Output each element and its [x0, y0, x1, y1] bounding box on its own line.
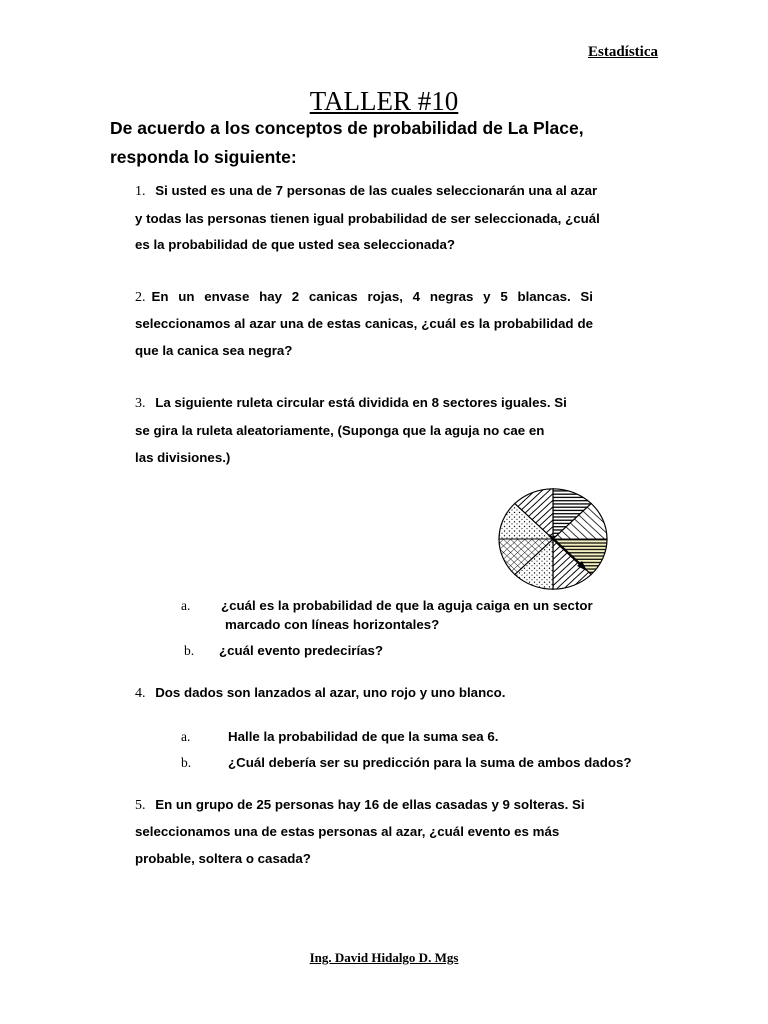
question-1-number: 1. — [135, 184, 146, 199]
question-3a-line-1: ¿cuál es la probabilidad de que la aguja caiga en un sector — [221, 598, 593, 613]
question-4b-text: ¿Cuál debería ser su predicción para la suma de ambos dados? — [228, 755, 632, 770]
question-1-line-3: es la probabilidad de que usted sea seleccionada? — [135, 237, 455, 252]
subject-header: Estadística — [587, 44, 658, 60]
question-3b-letter: b. — [184, 643, 195, 658]
question-4a-text: Halle la probabilidad de que la suma sea 6. — [228, 729, 499, 744]
question-4b-letter: b. — [181, 755, 192, 770]
question-3-line-1: 3. La siguiente ruleta circular está dividida en 8 sectores iguales. Si — [135, 395, 567, 411]
intro-line-2: responda lo siguiente: — [110, 147, 297, 167]
question-2-line-3: que la canica sea negra? — [135, 343, 293, 358]
question-3b-text: ¿cuál evento predecirías? — [219, 643, 384, 658]
intro-line-1: De acuerdo a los conceptos de probabilidad de La Place, — [110, 118, 584, 138]
question-1-line-2: y todas las personas tienen igual probabilidad de ser seleccionada, ¿cuál — [135, 211, 600, 226]
question-5-number: 5. — [135, 798, 146, 813]
question-2-line-2: seleccionamos al azar una de estas canicas, ¿cuál es la probabilidad de — [135, 316, 593, 331]
question-5-line-1: 5. En un grupo de 25 personas hay 16 de ellas casadas y 9 solteras. Si — [135, 797, 585, 813]
question-2-number: 2. — [135, 290, 146, 305]
question-3-line-2: se gira la ruleta aleatoriamente, (Suponga que la aguja no cae en — [135, 423, 545, 438]
question-3a-line-2: marcado con líneas horizontales? — [225, 617, 440, 632]
question-4-number: 4. — [135, 686, 146, 701]
question-1-line-1: 1. Si usted es una de 7 personas de las cuales seleccionarán una al azar — [135, 183, 598, 199]
question-3a-letter: a. — [181, 598, 191, 613]
question-2-line-1: 2. En un envase hay 2 canicas rojas, 4 negras y 5 blancas. Si — [135, 289, 593, 305]
question-4a-letter: a. — [181, 729, 191, 744]
author-footer: Ing. David Hidalgo D. Mgs — [309, 950, 459, 965]
page-title: TALLER #10 — [309, 86, 459, 116]
question-3-line-3: las divisiones.) — [135, 450, 231, 465]
question-5-line-3: probable, soltera o casada? — [135, 851, 311, 866]
question-4-line-1: 4. Dos dados son lanzados al azar, uno rojo y uno blanco. — [135, 685, 506, 701]
question-5-line-2: seleccionamos una de estas personas al azar, ¿cuál evento es más — [135, 824, 560, 839]
question-3-number: 3. — [135, 396, 146, 411]
roulette-wheel-figure — [497, 487, 609, 591]
